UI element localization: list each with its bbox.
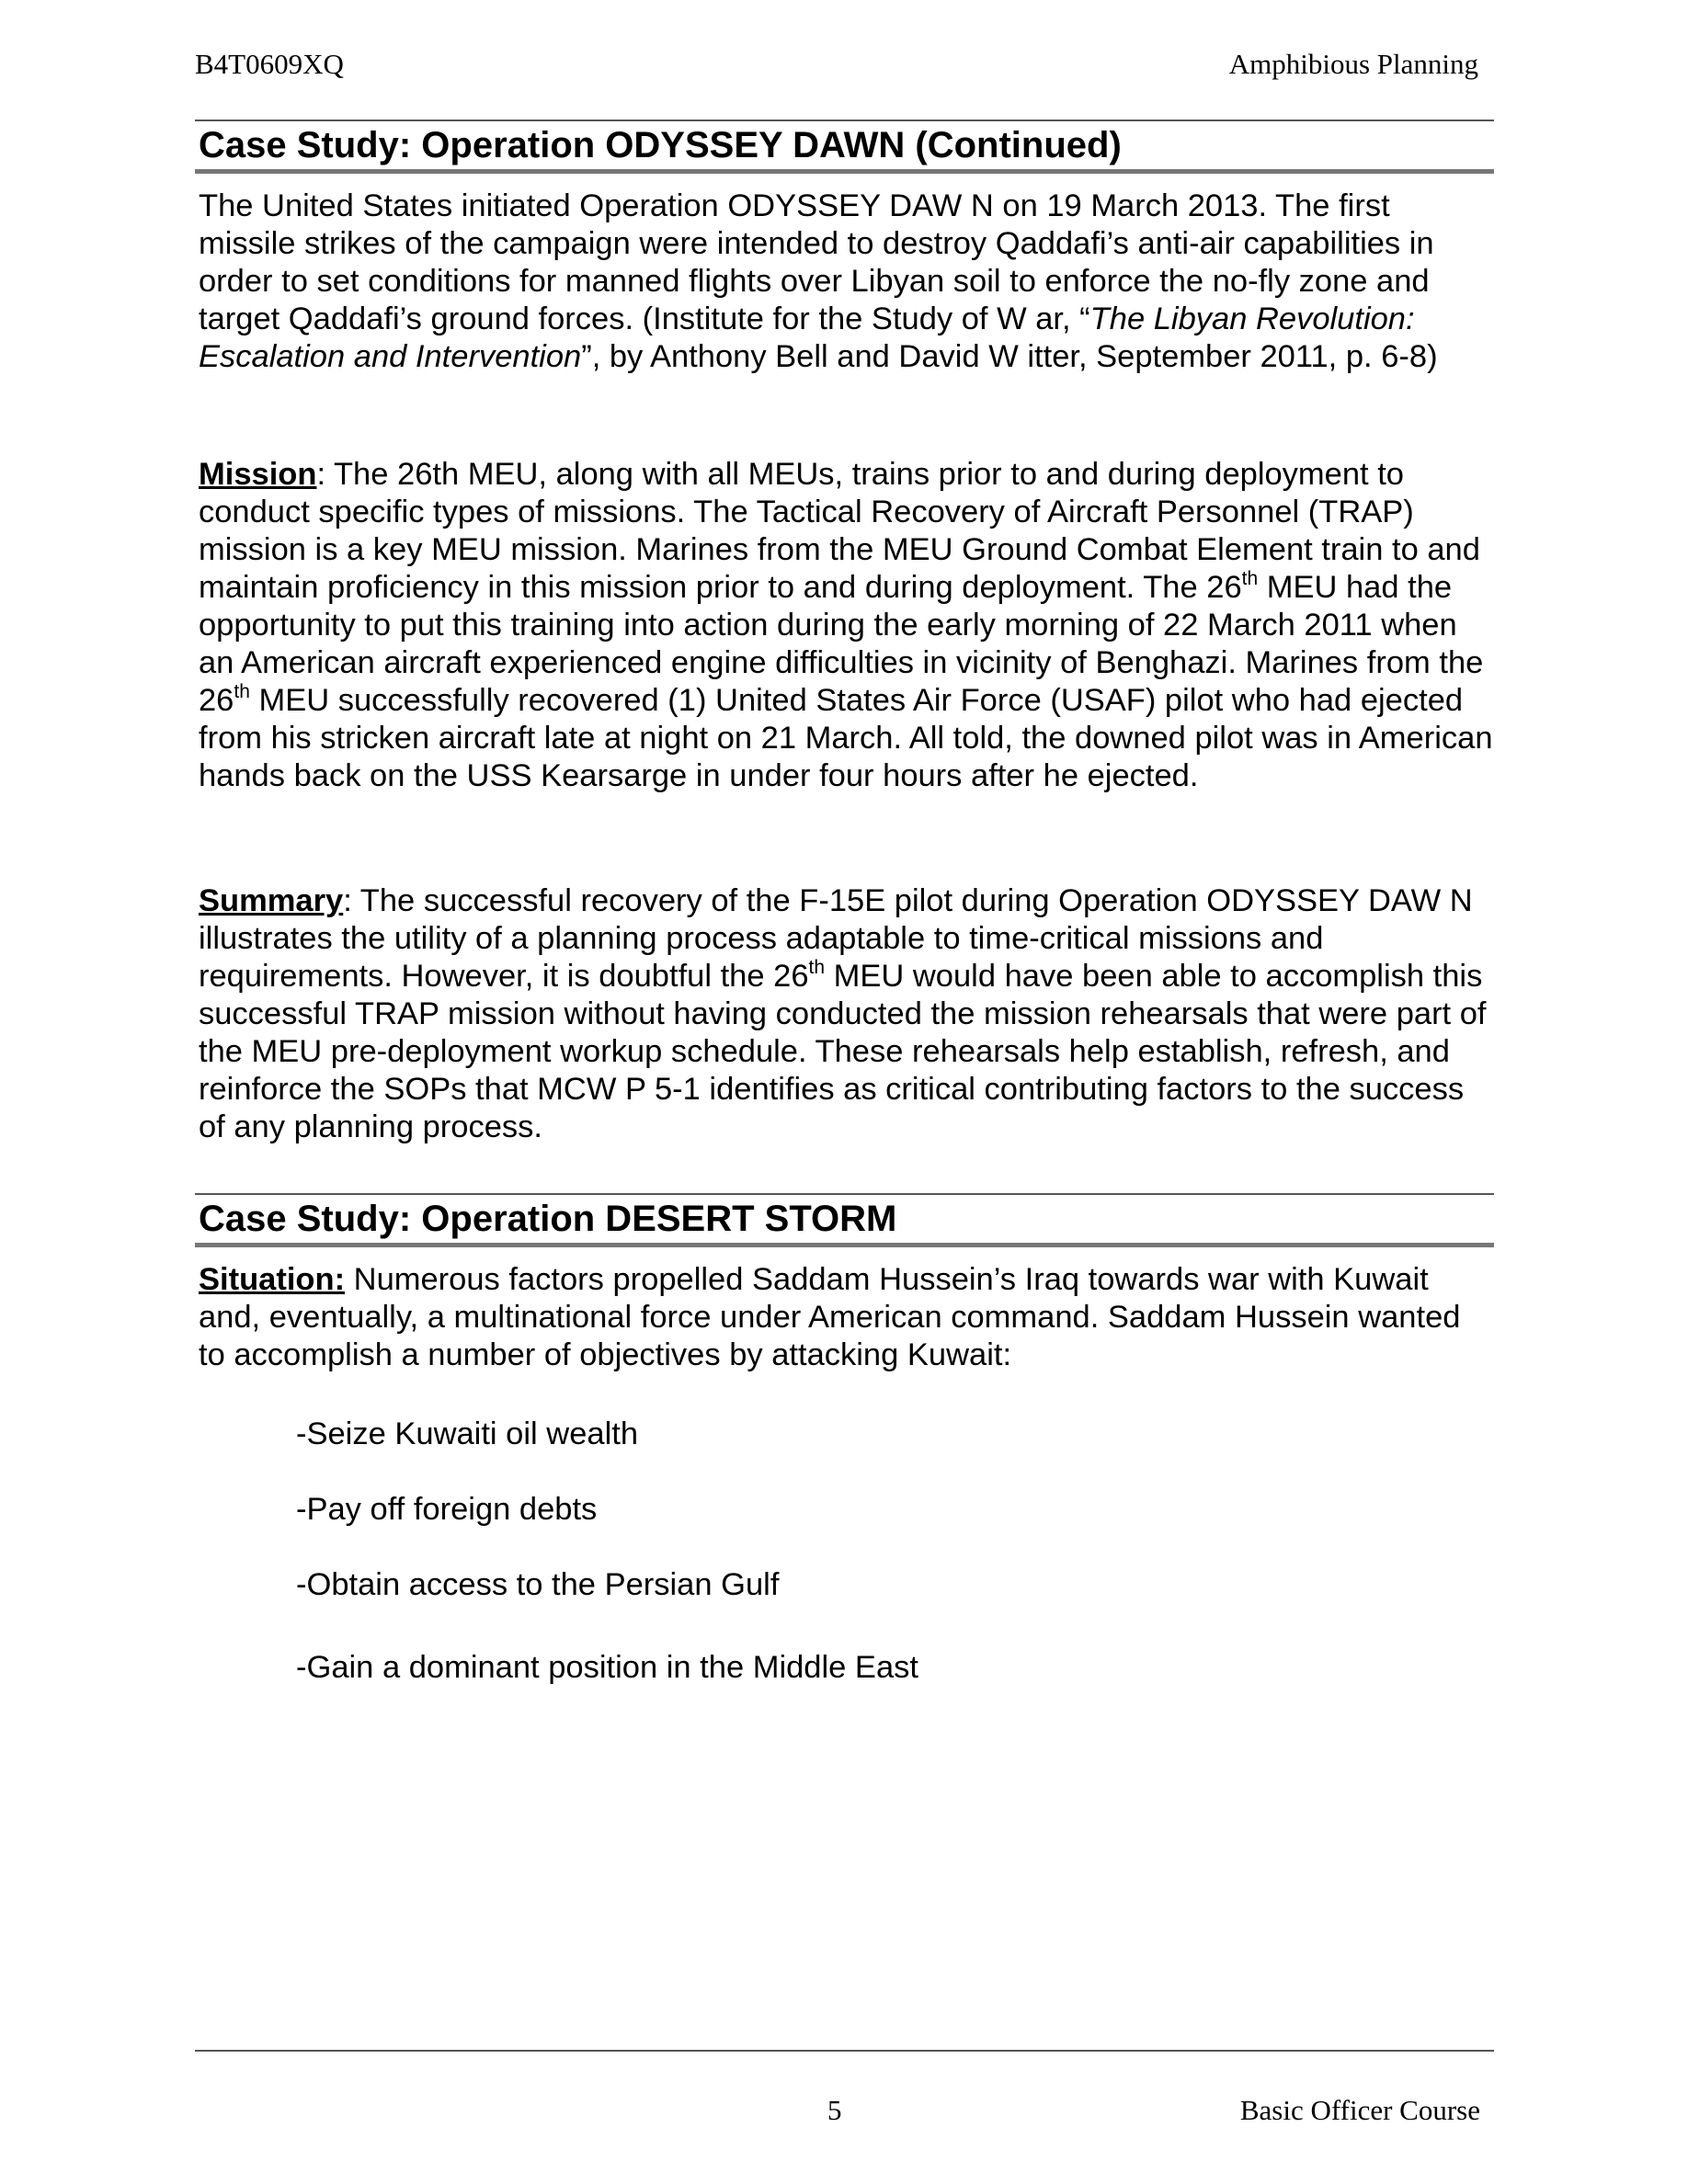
running-header xyxy=(195,48,1478,85)
intro-text-a: The United States initiated Operation ODYSSEY DAW N on 19 March 2013. The first missile strikes of the campaign were intended to destroy Qaddafi’s anti-air capabilities in order to set conditions for manned flights over Libyan soil to enforce the no-fly zone and target Qaddafi’s ground forces. (Institute for the Study of W ar, “ xyxy=(199,188,1434,336)
objective-item: -Seize Kuwaiti oil wealth xyxy=(296,1416,639,1451)
summary-sup-1: th xyxy=(808,956,826,978)
doc-code: B4T0609XQ xyxy=(195,48,344,80)
doc-title: Amphibious Planning xyxy=(1228,48,1478,80)
summary-text-a: : The successful recovery of the F-15E pilot during Operation ODYSSEY DAW N illustrates the utility of a planning process adaptable to time-critical missions and requirements. However, it is doubtful the 26 xyxy=(199,883,1473,994)
situation-paragraph xyxy=(199,1261,1495,1374)
summary-label: Summary xyxy=(199,883,344,918)
objective-item: -Obtain access to the Persian Gulf xyxy=(296,1567,780,1602)
mission-text-b: MEU had the opportunity to put this training into action during the early morning of 22 March 2011 when an American aircraft experienced engine difficulties in vicinity of Benghazi. Marines from the 26 xyxy=(199,570,1484,718)
situation-text: Numerous factors propelled Saddam Hussein’s Iraq towards war with Kuwait and, eventually, a multinational force under American command. Saddam Hussein wanted to accomplish a number of objectives by attacking Kuwait: xyxy=(199,1262,1461,1372)
mission-text-a: : The 26th MEU, along with all MEUs, trains prior to and during deployment to conduct specific types of missions. The Tactical Recovery of Aircraft Personnel (TRAP) mission is a key MEU mission. Marines from the MEU Ground Combat Element train to and maintain proficiency in this mission prior to and during deployment. The 26 xyxy=(199,457,1480,605)
section-heading-desert-storm: Case Study: Operation DESERT STORM xyxy=(195,1193,1494,1247)
mission-label: Mission xyxy=(199,457,317,492)
situation-label: Situation: xyxy=(199,1262,346,1297)
summary-paragraph xyxy=(199,882,1495,1146)
mission-paragraph xyxy=(199,456,1495,795)
mission-sup-1: th xyxy=(1241,567,1259,589)
mission-text-c: MEU successfully recovered (1) United States Air Force (USAF) pilot who had ejected from his stricken aircraft late at night on 21 March. All told, the downed pilot was in American hands back on the USS Kearsarge in under four hours after he ejected. xyxy=(199,683,1493,793)
section-heading-odyssey-dawn: Case Study: Operation ODYSSEY DAWN (Continued) xyxy=(195,119,1494,174)
objective-item: -Gain a dominant position in the Middle East xyxy=(296,1650,918,1685)
footer-divider xyxy=(195,2050,1494,2052)
intro-paragraph xyxy=(199,188,1495,376)
objective-item: -Pay off foreign debts xyxy=(296,1492,598,1527)
course-name: Basic Officer Course xyxy=(1239,2094,1480,2126)
mission-sup-2: th xyxy=(234,680,250,702)
summary-text-b: MEU would have been able to accomplish this successful TRAP mission without having conducted the mission rehearsals that were part of the MEU pre-deployment workup schedule. These rehearsals help establish, refresh, and reinforce the SOPs that MCW P 5-1 identifies as critical contributing factors to the success of any planning process. xyxy=(199,959,1487,1144)
page-number: 5 xyxy=(827,2094,842,2126)
citation-title: The Libyan Revolution: Escalation and Intervention xyxy=(199,301,1415,374)
intro-text-b: ”, by Anthony Bell and David W itter, September 2011, p. 6-8) xyxy=(581,339,1438,374)
